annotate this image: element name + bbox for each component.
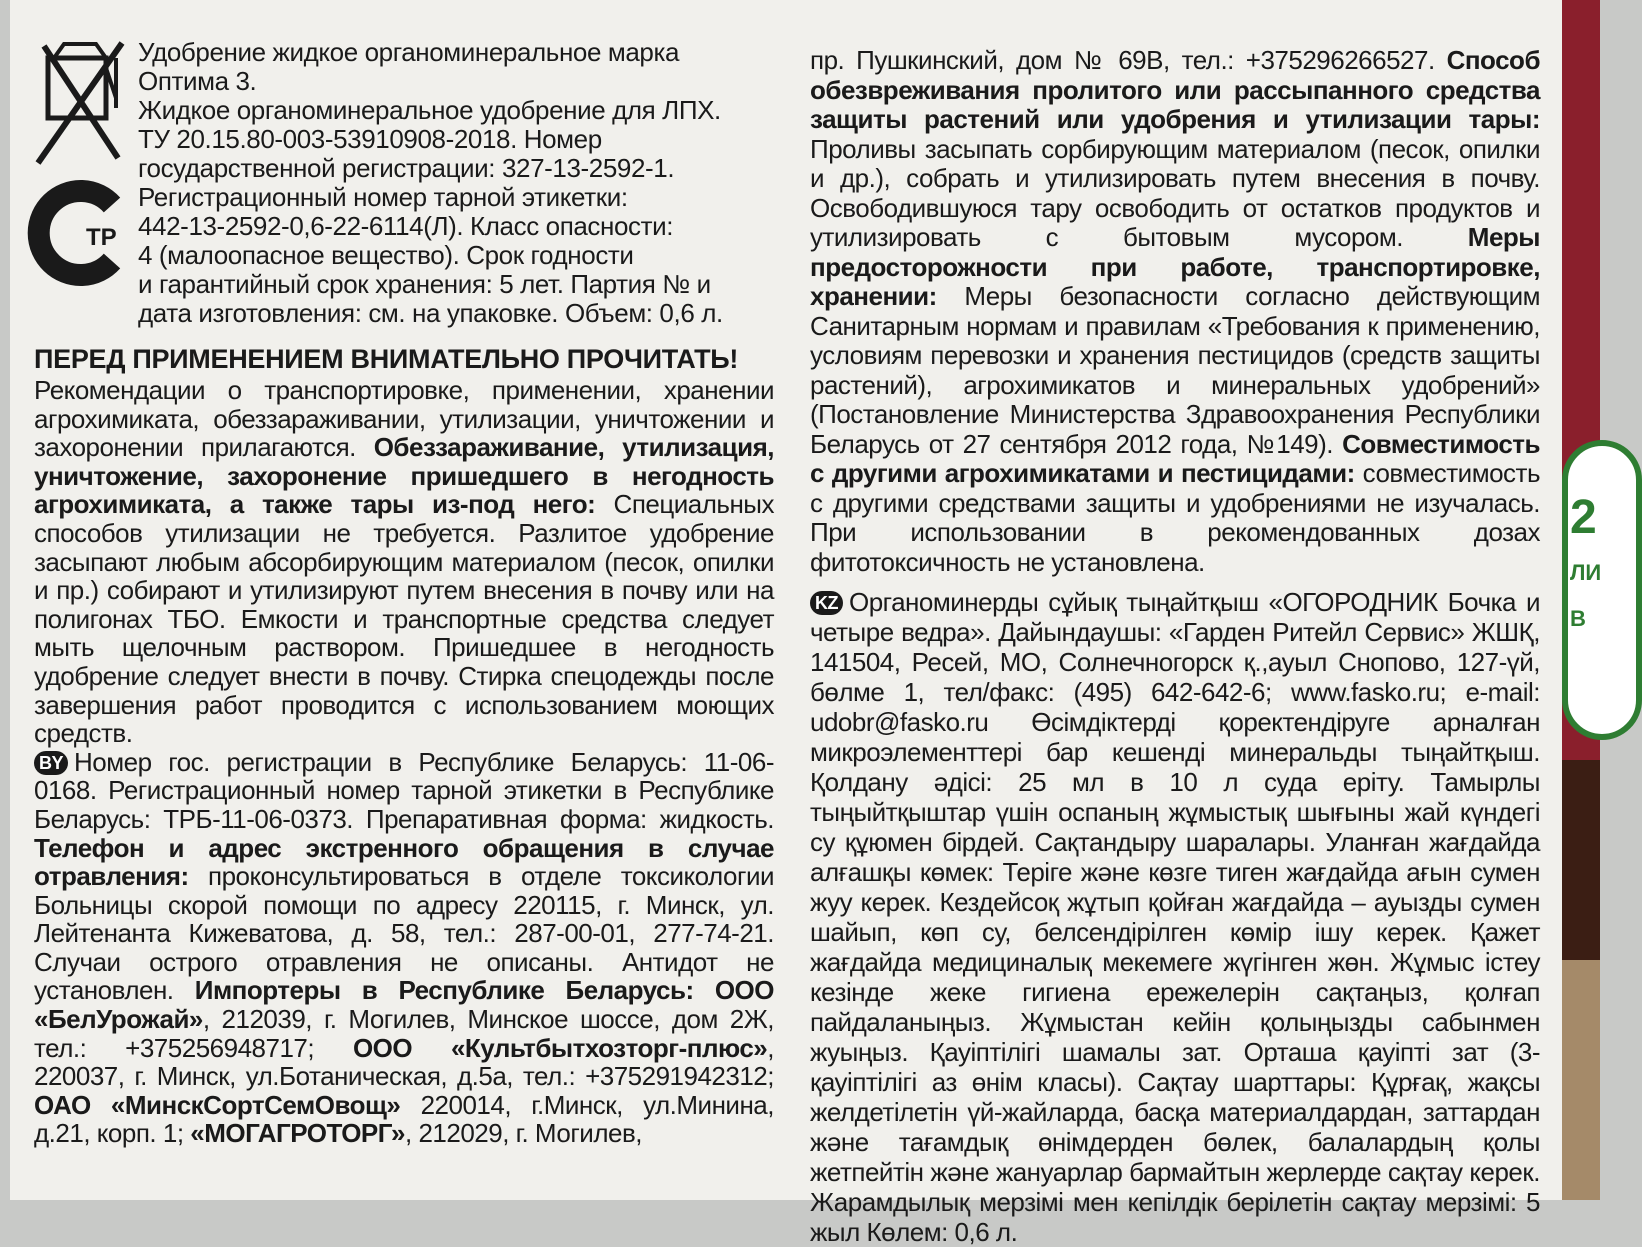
warning-title: ПЕРЕД ПРИМЕНЕНИЕМ ВНИМАТЕЛЬНО ПРОЧИТАТЬ! <box>34 344 739 374</box>
header-line: 4 (малоопасное вещество). Срок годности <box>138 240 634 270</box>
importers-heading: Импортеры в Республике Беларусь: ООО «БелУрожай» <box>34 975 774 1035</box>
emergency-text: проконсультироваться в отделе токсикологии Больницы скорой помощи по адресу 220115, г. Минск, ул. Лейтенанта Кижеватова, д. 58, тел.: 287-00-01, 277-74-21. Случаи острого отравления не описаны. Антидот не установлен. <box>34 861 774 1006</box>
kazakh-text: Органоминерды сұйық тыңайтқыш «ОГОРОДНИК Бочка и четыре ведра». Дайындаушы: «Гарден Ритейл Сервис» ЖШҚ, 141504, Ресей, МО, Солнечногорск қ.,ауыл Снопово, 127-үй, бөлме 1, тел/факс: (495) 642-642-6; www.fasko.ru; e-mail: udobr@fasko.ru Өсімдіктерді қоректендіруге арналған микроэлементтері бар кешенді минеральды тыңайтқыш. Қолдану әдісі: 25 мл в 10 л суда еріту. Тамырлы тыңыйтқыштар үшін оспаның жұмыстық шығыны жай күндегі су құюмен бірдей. Сақтандыру шаралары. Уланған жағдайда алғашқы көмек: Теріге және көзге тиген жағдайда ағын сумен жуу керек. Кездейсоқ жұтып қойған жағдайда – ауызды сумен шайып, көп су, белсендірілген көмір ішу керек. Қажет жағдайда медициналық мекемеге жүгінген жөн. Жұмыс істеу кезінде жеке гигиена ережелерін сақтаңыз, қолғап пайдаланыңыз. Жұмыстан кейін қолыңызды сабынмен жуыңыз. Қауіптілігі шамалы зат. Орташа қауіпті зат (3-қауіптілігі аз өнім класы). Сақтау шарттары: Құрғақ, жақсы желдетілетін үй-жайларда, басқа материалдардан, заттардан және тағамдық өнімдерден бөлек, балалардың қолы жетпейтін және жануарлар бармайтын жерлерде сақтау керек. Жарамдылық мерзімі мен кепілдік берілетін сақтау мерзімі: 5 жыл Көлем: 0,6 л. <box>810 587 1540 1247</box>
importer-1-text: , 212039, г. Могилев, Минское шоссе, дом 2Ж, тел.: +375256948717; <box>34 1004 774 1063</box>
ctr-mark-text: ТР <box>86 224 117 251</box>
disposal-heading: Обеззараживание, утилизация, уничтожение, захоронение пришедшего в негодность агрохимиката, а также тары из-под него: <box>34 432 774 520</box>
importer-3-text: 220014, г.Минск, ул.Минина, д.21, корп. 1; <box>34 1089 774 1149</box>
header-line: 442-13-2592-0,6-22-6114(Л). Класс опасности: <box>138 211 674 241</box>
recommendations-text: Рекомендации о транспортировке, применении, хранении агрохимиката, обеззараживании, утилизации, уничтожении и захоронении прилагаются. <box>34 375 774 463</box>
kz-badge: KZ <box>810 591 843 615</box>
product-description <box>138 38 774 328</box>
header-block <box>34 38 774 338</box>
importer-2-text: , 220037, г. Минск, ул.Ботаническая, д.5а, тел.: +375291942312; <box>34 1032 774 1092</box>
header-line: Регистрационный номер тарной этикетки: <box>138 182 628 212</box>
volume-unit-fragment: ЛИ <box>1570 560 1602 585</box>
product-label <box>10 0 1564 1247</box>
header-line: Жидкое органоминеральное удобрение для ЛПХ. <box>138 95 721 125</box>
icon-column <box>34 38 134 288</box>
recommendations-paragraph <box>34 376 774 748</box>
left-column <box>34 38 774 1148</box>
spill-disposal-heading: Способ обезвреживания пролитого или рассыпанного средства защиты растений или удобрения и утилизации тары: <box>810 45 1540 134</box>
header-line: и гарантийный срок хранения: 5 лет. Партия № и <box>138 269 711 299</box>
burlap-texture-fragment <box>1562 960 1600 1200</box>
compatibility-text: совместимость с другими средствами защиты и удобрениями не изучалась. При использовании в рекомендованных дозах фитотоксичность не установлена. <box>810 458 1540 577</box>
right-column <box>810 46 1540 1247</box>
importer-3-name: ОАО «МинскСортСемОвощ» <box>34 1089 401 1120</box>
header-line: дата изготовления: см. на упаковке. Объем: 0,6 л. <box>138 298 723 328</box>
importer-4-text: , 212029, г. Могилев, <box>405 1118 642 1149</box>
spill-disposal-text: Проливы засыпать сорбирующим материалом (песок, опилки и др.), собрать и утилизировать путем внесения в почву. Освободившуюся тару освободить от остатков продуктов и утилизировать с бытовым мусором. <box>810 133 1540 252</box>
volume-badge <box>1562 440 1642 740</box>
header-line: государственной регистрации: 327-13-2592-1. <box>138 153 675 183</box>
importer-2-name: ООО «Культбытхозторг-плюс» <box>352 1032 768 1063</box>
compatibility-heading: Совместимость с другими агрохимикатами и пестицидами: <box>810 428 1540 488</box>
safety-paragraph <box>810 46 1540 577</box>
adjacent-label-strip <box>1562 0 1600 1200</box>
emergency-heading: Телефон и адрес экстренного обращения в случае отравления: <box>34 832 774 892</box>
ctr-conformity-icon <box>34 183 134 283</box>
not-for-food-icon <box>34 38 124 168</box>
header-line: ТУ 20.15.80-003-53910908-2018. Номер <box>138 124 602 154</box>
barrel-image-fragment <box>1562 760 1600 960</box>
volume-unit-fragment-2: В <box>1570 606 1586 631</box>
volume-number: 2 <box>1570 491 1597 544</box>
disposal-text: Специальных способов утилизации не требуется. Разлитое удобрение засыпают любым абсорбирующим материалом (песок, опилки и пр.) собирают и утилизируют путем внесения в почву или на полигонах ТБО. Емкости и транспортные средства следует мыть щелочным раствором. Пришедшее в негодность удобрение следует внести в почву. Стирка спецодежды после завершения работ проводится с использованием моющих средств. <box>34 489 774 749</box>
header-line: Удобрение жидкое органоминеральное марка Оптима 3. <box>138 37 680 96</box>
kazakh-paragraph <box>810 587 1540 1247</box>
address-text: пр. Пушкинский, дом № 69В, тел.: +375296266527. <box>810 45 1447 75</box>
precautions-text: Меры безопасности согласно действующим Санитарным нормам и правилам «Требования к применению, условиям перевозки и хранения пестицидов (средств защиты растений), агрохимикатов и минеральных удобрений» (Постановление Министерства Здравоохранения Республики Беларусь от 27 сентября 2012 года, №149). <box>810 281 1540 459</box>
belarus-registration-text: Номер гос. регистрации в Республике Беларусь: 11-06-0168. Регистрационный номер тарной этикетки в Республике Беларусь: ТРБ-11-06-0373. Препаративная форма: жидкость. <box>34 746 774 834</box>
precautions-heading: Меры предосторожности при работе, транспортировке, хранении: <box>810 222 1540 311</box>
by-badge: BY <box>34 751 68 775</box>
belarus-paragraph <box>34 748 774 1148</box>
importer-4-name: «МОГАГРОТОРГ» <box>190 1118 405 1149</box>
